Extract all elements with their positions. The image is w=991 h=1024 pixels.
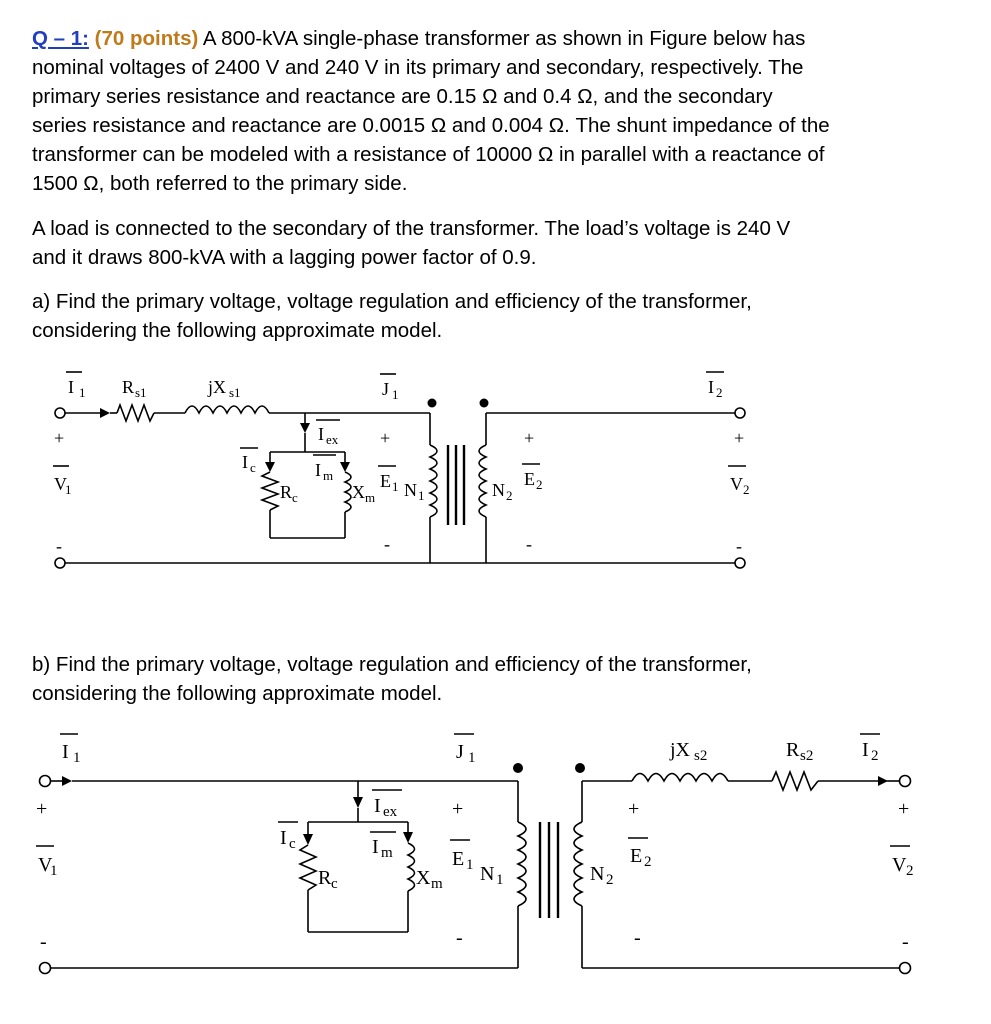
label-i2: I [708, 377, 714, 397]
label-ic: I [242, 452, 248, 472]
svg-text:1: 1 [50, 863, 58, 879]
plus-sign: + [36, 798, 48, 820]
load-line: A load is connected to the secondary of the transformer. The load’s voltage is 240 V [32, 217, 791, 240]
svg-text:1: 1 [392, 387, 399, 402]
part-b-line: considering the following approximate model. [32, 682, 443, 705]
part-a-line: a) Find the primary voltage, voltage regulation and efficiency of the transformer, [32, 290, 752, 313]
minus-sign: - [56, 536, 62, 556]
svg-text:ex: ex [326, 432, 339, 447]
label-n1: N [404, 480, 417, 500]
svg-text:1: 1 [73, 750, 81, 766]
load-line: and it draws 800-kVA with a lagging power factor of 0.9. [32, 246, 537, 269]
minus-sign: - [456, 927, 463, 949]
svg-text:1: 1 [392, 479, 399, 494]
svg-text:2: 2 [506, 488, 513, 503]
svg-text:1: 1 [79, 385, 86, 400]
label-i1: I [62, 741, 69, 763]
svg-text:c: c [289, 836, 296, 852]
minus-sign: - [736, 536, 742, 556]
terminal-top-right [900, 776, 911, 787]
secondary-winding [574, 822, 582, 906]
svg-text:ex: ex [383, 804, 398, 820]
label-im: I [372, 836, 379, 858]
label-rs2: R [786, 739, 800, 761]
primary-winding [518, 822, 526, 906]
intro-line: 1500 Ω, both referred to the primary side. [32, 172, 408, 195]
resistor-rc [300, 845, 316, 890]
intro-line: primary series resistance and reactance are 0.15 Ω and 0.4 Ω, and the secondary [32, 85, 773, 108]
svg-text:2: 2 [871, 748, 879, 764]
question-points: (70 points) [94, 27, 199, 50]
svg-text:c: c [292, 490, 298, 505]
svg-text:s1: s1 [135, 385, 147, 400]
svg-text:s2: s2 [800, 748, 814, 764]
label-jxs2: jX [670, 739, 690, 761]
question-number: Q – 1: [32, 27, 89, 50]
current-arrow-icon [353, 797, 363, 808]
current-arrow-icon [62, 776, 72, 786]
label-ic: I [280, 827, 287, 849]
label-e2: E [524, 469, 535, 489]
label-v2: V [730, 474, 743, 494]
polarity-dot [575, 763, 585, 773]
svg-text:2: 2 [716, 385, 723, 400]
label-n2: N [492, 480, 505, 500]
minus-sign: - [634, 927, 641, 949]
svg-text:c: c [331, 876, 338, 892]
svg-text:2: 2 [906, 863, 914, 879]
label-j1: J [456, 741, 464, 763]
resistor-rs2 [772, 772, 818, 790]
svg-text:c: c [250, 460, 256, 475]
intro-line: transformer can be modeled with a resistance of 10000 Ω in parallel with a reactance of [32, 143, 825, 166]
plus-sign: + [628, 798, 640, 820]
label-rs1: R [122, 377, 135, 397]
plus-sign: + [898, 798, 910, 820]
svg-text:m: m [431, 876, 443, 892]
svg-text:1: 1 [466, 857, 474, 873]
label-v2: V [892, 854, 907, 876]
label-e1: E [380, 471, 391, 491]
label-xm: X [352, 482, 365, 502]
minus-sign: - [526, 534, 532, 554]
label-rc: R [318, 867, 332, 889]
plus-sign: + [734, 428, 745, 448]
svg-text:2: 2 [606, 872, 614, 888]
svg-text:2: 2 [743, 482, 750, 497]
svg-text:1: 1 [418, 488, 425, 503]
current-arrow-icon [878, 776, 888, 786]
label-n2: N [590, 863, 605, 885]
inductor-jxs2 [632, 774, 728, 782]
plus-sign: + [524, 428, 535, 448]
label-i2: I [862, 739, 869, 761]
svg-text:2: 2 [644, 854, 652, 870]
label-im: I [315, 460, 321, 480]
minus-sign: - [384, 534, 390, 554]
intro-line: nominal voltages of 2400 V and 240 V in its primary and secondary, respectively. The [32, 56, 804, 79]
plus-sign: + [54, 428, 65, 448]
svg-text:m: m [365, 490, 376, 505]
label-jxs1: jX [208, 377, 226, 397]
label-rc: R [280, 482, 293, 502]
label-v1: V [54, 474, 67, 494]
label-e2: E [630, 845, 643, 867]
svg-text:s1: s1 [229, 385, 241, 400]
label-iex: I [318, 424, 324, 444]
svg-text:m: m [323, 468, 334, 483]
svg-text:2: 2 [536, 477, 543, 492]
minus-sign: - [40, 931, 47, 953]
label-v1: V [38, 854, 53, 876]
svg-text:m: m [381, 845, 393, 861]
label-xm: X [416, 867, 431, 889]
label-e1: E [452, 848, 465, 870]
label-j1: J [382, 379, 390, 399]
label-i1: I [68, 377, 74, 397]
label-n1: N [480, 863, 495, 885]
terminal-top-left [40, 776, 51, 787]
terminal-bottom-right [900, 963, 911, 974]
part-b-line: b) Find the primary voltage, voltage regulation and efficiency of the transformer, [32, 653, 752, 676]
inductor-xm [408, 843, 415, 891]
svg-text:s2: s2 [694, 748, 708, 764]
polarity-dot [513, 763, 523, 773]
svg-text:1: 1 [65, 482, 72, 497]
label-iex: I [374, 795, 381, 817]
intro-line: A 800-kVA single-phase transformer as shown in Figure below has [202, 27, 806, 50]
part-a-line: considering the following approximate model. [32, 319, 443, 342]
intro-line: series resistance and reactance are 0.0015 Ω and 0.004 Ω. The shunt impedance of the [32, 114, 830, 137]
plus-sign: + [452, 798, 464, 820]
terminal-bottom-left [40, 963, 51, 974]
plus-sign: + [380, 428, 391, 448]
minus-sign: - [902, 931, 909, 953]
svg-text:1: 1 [496, 872, 504, 888]
svg-text:1: 1 [468, 750, 476, 766]
